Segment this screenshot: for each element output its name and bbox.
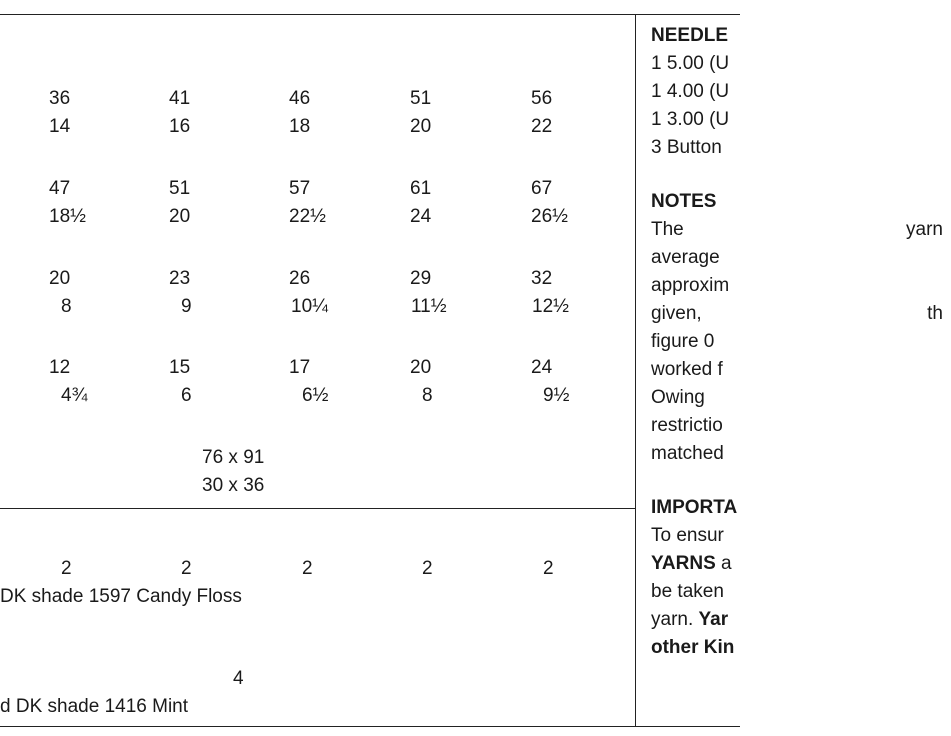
table-cell: 26 [289, 268, 311, 289]
table-cell: 8 [422, 385, 433, 406]
important-line: YARNS a [651, 553, 732, 574]
table-cell: 12 [49, 357, 71, 378]
table-cell: 51 [410, 88, 432, 109]
table-cell: 20 [410, 357, 432, 378]
table-cell: 20 [49, 268, 71, 289]
table-cell: 32 [531, 268, 553, 289]
notes-line: figure 0 [651, 331, 715, 352]
notes-line: worked f [651, 359, 723, 380]
table-cell: 15 [169, 357, 191, 378]
table-cell: 16 [169, 116, 191, 137]
column-divider-rule [635, 14, 636, 727]
table-cell: 20 [410, 116, 432, 137]
needle-item: 1 4.00 (U [651, 81, 730, 102]
table-cell: 11½ [411, 296, 447, 317]
section-divider-rule [0, 508, 636, 509]
important-heading: IMPORTA [651, 497, 738, 518]
blanket-size-cm: 76 x 91 [202, 447, 265, 468]
table-cell: 67 [531, 178, 553, 199]
notes-line: given, th [651, 303, 943, 324]
important-line: To ensur [651, 525, 724, 546]
needle-item: 1 3.00 (U [651, 109, 730, 130]
table-cell: 14 [49, 116, 71, 137]
sidebar-notes [651, 22, 951, 662]
table-cell: 4¾ [61, 385, 88, 406]
notes-line: matched [651, 443, 724, 464]
candy-floss-yarn-label: DK shade 1597 Candy Floss [0, 586, 242, 607]
table-cell: 24 [410, 206, 432, 227]
table-cell: 8 [61, 296, 72, 317]
top-rule [0, 14, 740, 15]
yarn-balls-cell: 2 [422, 558, 433, 579]
mint-yarn-quantity: 4 [233, 668, 244, 689]
table-cell: 22½ [289, 206, 326, 227]
yarn-balls-cell: 2 [302, 558, 313, 579]
needles-heading: NEEDLE [651, 25, 729, 46]
table-cell: 57 [289, 178, 311, 199]
table-cell: 26½ [531, 206, 568, 227]
table-cell: 20 [169, 206, 191, 227]
notes-line: Owing [651, 387, 705, 408]
table-cell: 36 [49, 88, 71, 109]
yarn-balls-cell: 2 [181, 558, 192, 579]
needle-item: 1 5.00 (U [651, 53, 730, 74]
bottom-rule [0, 726, 740, 727]
table-cell: 24 [531, 357, 553, 378]
notes-line: approxim [651, 275, 730, 296]
blanket-size-inches: 30 x 36 [202, 475, 265, 496]
notes-line: The yarn [651, 219, 943, 240]
table-cell: 9 [181, 296, 192, 317]
table-cell: 47 [49, 178, 71, 199]
notes-line: restrictio [651, 415, 723, 436]
table-cell: 12½ [532, 296, 569, 317]
table-cell: 17 [289, 357, 311, 378]
yarn-balls-cell: 2 [543, 558, 554, 579]
table-cell: 23 [169, 268, 191, 289]
table-cell: 10¼ [291, 296, 328, 317]
table-cell: 56 [531, 88, 553, 109]
table-cell: 22 [531, 116, 553, 137]
table-cell: 9½ [543, 385, 570, 406]
yarn-balls-cell: 2 [61, 558, 72, 579]
table-cell: 18½ [49, 206, 86, 227]
notes-line: average [651, 247, 720, 268]
table-cell: 46 [289, 88, 311, 109]
table-cell: 6½ [302, 385, 329, 406]
table-cell: 51 [169, 178, 191, 199]
table-cell: 61 [410, 178, 432, 199]
table-cell: 18 [289, 116, 311, 137]
buttons-item: 3 Button [651, 137, 722, 158]
important-line: yarn. Yar [651, 609, 729, 630]
important-line: be taken [651, 581, 724, 602]
mint-yarn-label: d DK shade 1416 Mint [0, 696, 189, 717]
table-cell: 29 [410, 268, 432, 289]
table-cell: 6 [181, 385, 192, 406]
table-cell: 41 [169, 88, 191, 109]
important-line: other Kin [651, 637, 735, 658]
notes-heading: NOTES [651, 191, 717, 212]
